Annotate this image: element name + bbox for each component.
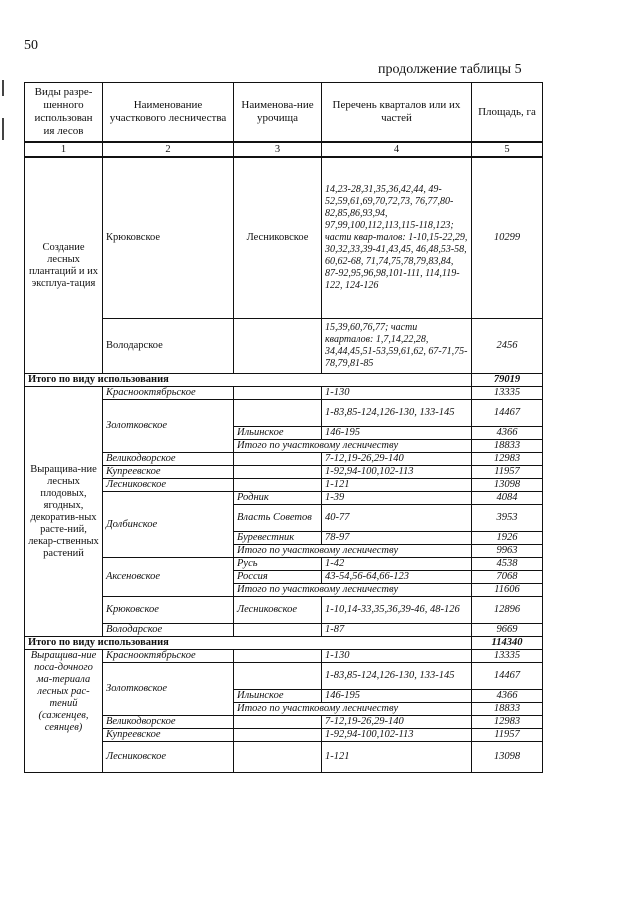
tract-cell: Ильинское	[234, 690, 322, 703]
quarters-cell: 7-12,19-26,29-140	[322, 453, 472, 466]
area-cell: 7068	[472, 571, 543, 584]
column-number-row	[25, 142, 543, 157]
area-cell: 4084	[472, 492, 543, 505]
forestry-cell: Володарское	[103, 624, 234, 637]
forestry-cell: Купреевское	[103, 466, 234, 479]
area-cell: 1926	[472, 532, 543, 545]
tract-cell: Власть Советов	[234, 505, 322, 532]
subtotal-label: Итого по участковому лесничеству	[234, 703, 472, 716]
table-row	[25, 624, 543, 637]
table-caption: продолжение таблицы 5	[378, 62, 522, 77]
quarters-cell: 78-97	[322, 532, 472, 545]
tract-cell	[234, 624, 322, 637]
forest-use-table	[24, 82, 543, 773]
forestry-cell: Краснооктябрьское	[103, 650, 234, 663]
subtotal-label: Итого по участковому лесничеству	[234, 545, 472, 558]
area-cell: 13098	[472, 742, 543, 773]
forestry-cell: Володарское	[103, 319, 234, 374]
tract-cell: Русь	[234, 558, 322, 571]
table-row	[25, 157, 543, 319]
subtotal-label: Итого по участковому лесничеству	[234, 584, 472, 597]
subtotal-value: 18833	[472, 703, 543, 716]
tract-cell: Россия	[234, 571, 322, 584]
usage-type-cell: Выращива-ние лесных плодовых, ягодных, декоратив-ных расте-ний, лекар-ственных растений	[25, 387, 103, 637]
total-label: Итого по виду использования	[25, 637, 472, 650]
tract-cell: Ильинское	[234, 427, 322, 440]
tract-cell	[234, 742, 322, 773]
area-cell: 12983	[472, 716, 543, 729]
col-number: 2	[103, 142, 234, 157]
area-cell: 9669	[472, 624, 543, 637]
tract-cell	[234, 466, 322, 479]
quarters-cell: 1-42	[322, 558, 472, 571]
subtotal-value: 11606	[472, 584, 543, 597]
area-cell: 14467	[472, 400, 543, 427]
table-row	[25, 492, 543, 505]
area-cell: 11957	[472, 729, 543, 742]
table-row	[25, 729, 543, 742]
table-row	[25, 742, 543, 773]
table-row	[25, 716, 543, 729]
quarters-cell: 7-12,19-26,29-140	[322, 716, 472, 729]
quarters-cell: 14,23-28,31,35,36,42,44, 49-52,59,61,69,70,72,73, 76,77,80-82,85,86,93,94, 97,99,100,112,113,115-118,123; части квар-талов: 1-10,15-22,29, 30,32,33,39-41,43,45, 46,48,53-58, 60,62-68, 71,74,75,78,79,83,84, 87-92,95,96,98,101-111, 114,119-122, 124-126	[322, 157, 472, 319]
quarters-cell: 146-195	[322, 690, 472, 703]
tract-cell: Лесниковское	[234, 157, 322, 319]
forestry-cell: Золотковское	[103, 400, 234, 453]
area-cell: 13098	[472, 479, 543, 492]
quarters-cell: 1-10,14-33,35,36,39-46, 48-126	[322, 597, 472, 624]
quarters-cell: 40-77	[322, 505, 472, 532]
table-row	[25, 466, 543, 479]
quarters-cell: 1-92,94-100,102-113	[322, 729, 472, 742]
col-number: 1	[25, 142, 103, 157]
forestry-cell: Аксеновское	[103, 558, 234, 597]
area-cell: 4538	[472, 558, 543, 571]
forestry-cell: Крюковское	[103, 597, 234, 624]
forestry-cell: Великодворское	[103, 716, 234, 729]
table-row	[25, 663, 543, 690]
tract-cell: Родник	[234, 492, 322, 505]
table-row	[25, 319, 543, 374]
tract-cell	[234, 716, 322, 729]
col-number: 4	[322, 142, 472, 157]
area-cell: 12983	[472, 453, 543, 466]
total-label: Итого по виду использования	[25, 374, 472, 387]
table-header-row	[25, 83, 543, 143]
header-forestry: Наименование участкового лесничества	[103, 83, 234, 143]
header-usage-type: Виды разре-шенного использован ия лесов	[25, 83, 103, 143]
forestry-cell: Великодворское	[103, 453, 234, 466]
tract-cell	[234, 453, 322, 466]
quarters-cell: 1-83,85-124,126-130, 133-145	[322, 400, 472, 427]
table-row	[25, 387, 543, 400]
header-tract: Наименова-ние урочища	[234, 83, 322, 143]
forestry-cell: Лесниковское	[103, 742, 234, 773]
area-cell: 2456	[472, 319, 543, 374]
table-row	[25, 650, 543, 663]
tract-cell	[234, 387, 322, 400]
forestry-cell: Золотковское	[103, 663, 234, 716]
col-number: 5	[472, 142, 543, 157]
area-cell: 14467	[472, 663, 543, 690]
tract-cell: Лесниковское	[234, 597, 322, 624]
quarters-cell: 15,39,60,76,77; части кварталов: 1,7,14,22,28, 34,44,45,51-53,59,61,62, 67-71,75-78,79,81-85	[322, 319, 472, 374]
forestry-cell: Лесниковское	[103, 479, 234, 492]
tract-cell	[234, 729, 322, 742]
area-cell: 4366	[472, 427, 543, 440]
header-area: Площадь, га	[472, 83, 543, 143]
total-value: 79019	[472, 374, 543, 387]
subtotal-label: Итого по участковому лесничеству	[234, 440, 472, 453]
page-number: 50	[24, 38, 38, 53]
forestry-cell: Долбинское	[103, 492, 234, 558]
header-quarters: Перечень кварталов или их частей	[322, 83, 472, 143]
subtotal-value: 9963	[472, 545, 543, 558]
table-row	[25, 558, 543, 571]
tract-cell	[234, 400, 322, 427]
col-number: 3	[234, 142, 322, 157]
scan-edge-mark	[2, 118, 4, 140]
usage-type-cell: Создание лесных плантаций и их эксплуа-тация	[25, 157, 103, 374]
quarters-cell: 43-54,56-64,66-123	[322, 571, 472, 584]
quarters-cell: 1-39	[322, 492, 472, 505]
area-cell: 12896	[472, 597, 543, 624]
quarters-cell: 1-130	[322, 650, 472, 663]
total-value: 114340	[472, 637, 543, 650]
area-cell: 3953	[472, 505, 543, 532]
quarters-cell: 146-195	[322, 427, 472, 440]
tract-cell	[234, 663, 322, 690]
tract-cell	[234, 319, 322, 374]
table-row	[25, 597, 543, 624]
scan-edge-mark	[2, 80, 4, 96]
area-cell: 11957	[472, 466, 543, 479]
quarters-cell: 1-121	[322, 479, 472, 492]
forestry-cell: Крюковское	[103, 157, 234, 319]
quarters-cell: 1-87	[322, 624, 472, 637]
area-cell: 13335	[472, 650, 543, 663]
usage-type-cell: Выращива-ние поса-дочного ма-териала лесных рас-тений (саженцев, сеянцев)	[25, 650, 103, 773]
area-cell: 10299	[472, 157, 543, 319]
tract-cell	[234, 479, 322, 492]
forestry-cell: Краснооктябрьское	[103, 387, 234, 400]
quarters-cell: 1-92,94-100,102-113	[322, 466, 472, 479]
tract-cell	[234, 650, 322, 663]
tract-cell: Буревестник	[234, 532, 322, 545]
total-row	[25, 637, 543, 650]
forestry-cell: Купреевское	[103, 729, 234, 742]
subtotal-value: 18833	[472, 440, 543, 453]
total-row	[25, 374, 543, 387]
table-row	[25, 400, 543, 427]
area-cell: 13335	[472, 387, 543, 400]
table-row	[25, 479, 543, 492]
quarters-cell: 1-130	[322, 387, 472, 400]
area-cell: 4366	[472, 690, 543, 703]
quarters-cell: 1-83,85-124,126-130, 133-145	[322, 663, 472, 690]
table-row	[25, 453, 543, 466]
quarters-cell: 1-121	[322, 742, 472, 773]
